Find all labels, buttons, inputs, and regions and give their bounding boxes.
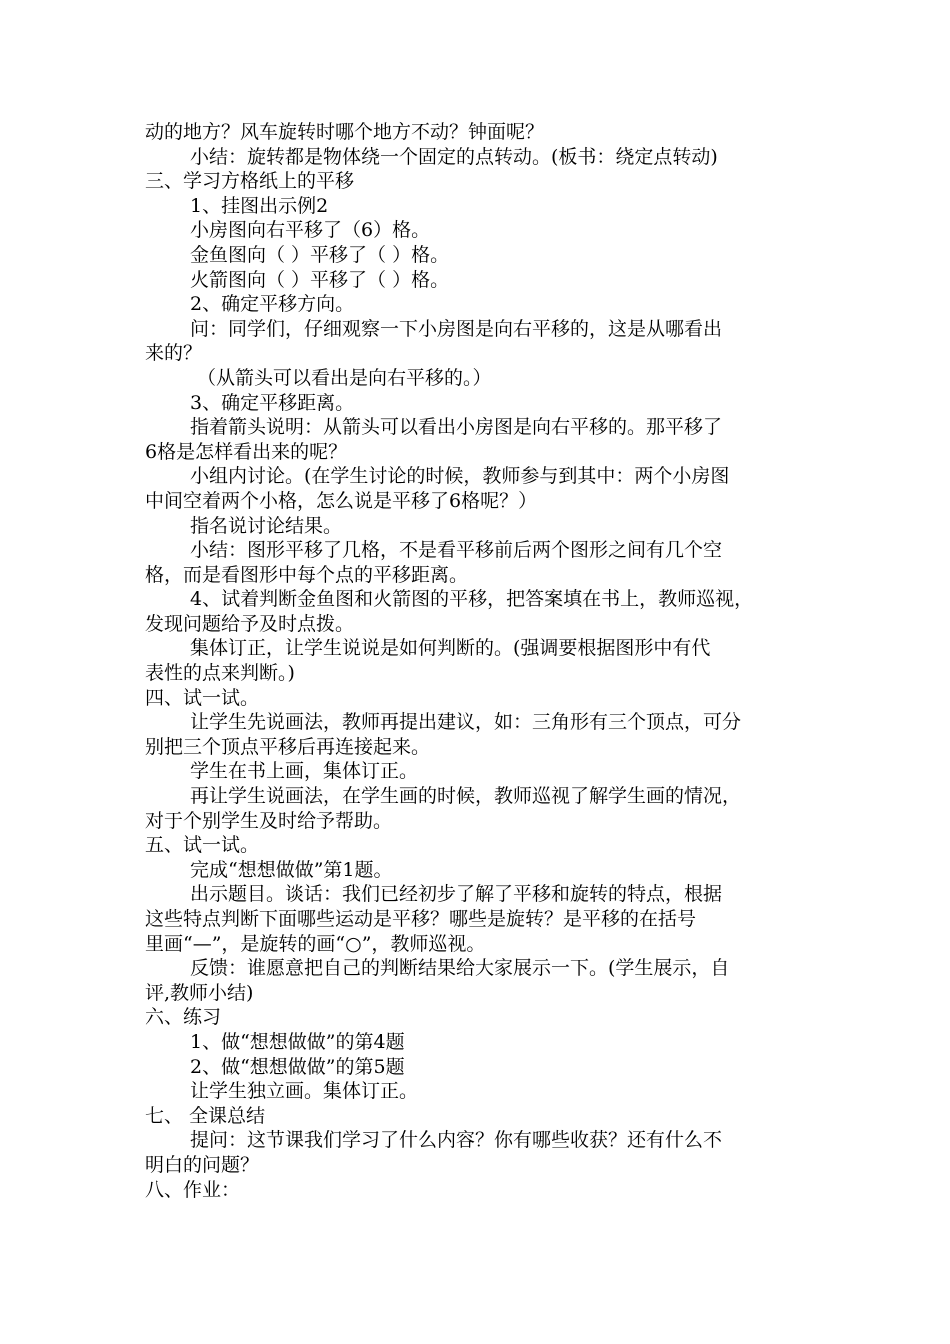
text-line: 格，而是看图形中每个点的平移距离。 — [145, 563, 469, 586]
text-line: 集体订正，让学生说说是如何判断的。(强调要根据图形中有代 — [190, 637, 711, 660]
section-heading: 五、试一试。 — [145, 834, 260, 857]
section-heading: 七、 全课总结 — [145, 1104, 266, 1127]
text-line: 6格是怎样看出来的呢？ — [145, 440, 348, 463]
text-line: 对于个别学生及时给予帮助。 — [145, 809, 393, 832]
section-heading: 六、练习 — [145, 1006, 222, 1029]
text-line: 金鱼图向（ ）平移了（ ）格。 — [190, 243, 450, 266]
text-line: 2、确定平移方向。 — [190, 293, 355, 316]
text-line: 问：同学们，仔细观察一下小房图是向右平移的，这是从哪看出 — [190, 317, 723, 340]
text-line: 反馈：谁愿意把自己的判断结果给大家展示一下。(学生展示，自 — [190, 957, 730, 980]
text-line: 再让学生说画法，在学生画的时候，教师巡视了解学生画的情况， — [190, 785, 742, 808]
text-line: 火箭图向（ ）平移了（ ）格。 — [190, 268, 450, 291]
text-line: 明白的问题？ — [145, 1153, 260, 1176]
text-line: 3、确定平移距离。 — [190, 391, 355, 414]
section-heading: 四、试一试。 — [145, 686, 260, 709]
text-line: 小结：图形平移了几格，不是看平移前后两个图形之间有几个空 — [190, 539, 723, 562]
lesson-plan-text — [145, 120, 810, 1202]
text-line: 别把三个顶点平移后再连接起来。 — [145, 735, 431, 758]
text-line: 提问：这节课我们学习了什么内容？你有哪些收获？还有什么不 — [190, 1129, 723, 1152]
section-heading: 八、作业： — [145, 1178, 241, 1201]
text-line: 出示题目。谈话：我们已经初步了解了平移和旋转的特点，根据 — [190, 883, 723, 906]
text-line: 小结：旋转都是物体绕一个固定的点转动。(板书：绕定点转动) — [190, 145, 718, 168]
text-line: 来的？ — [145, 342, 203, 365]
section-heading: 三、学习方格纸上的平移 — [145, 170, 355, 193]
text-line: 2、做“想想做做”的第5题 — [190, 1055, 405, 1078]
text-line: 表性的点来判断。) — [145, 662, 295, 685]
text-line: 指着箭头说明：从箭头可以看出小房图是向右平移的。那平移了 — [190, 416, 723, 439]
text-line: 发现问题给予及时点拨。 — [145, 612, 355, 635]
text-line: （从箭头可以看出是向右平移的。） — [197, 366, 492, 389]
text-line: 小房图向右平移了（6）格。 — [190, 219, 431, 242]
text-line: 1、挂图出示例2 — [190, 194, 329, 217]
text-line: 完成“想想做做”第1题。 — [190, 858, 393, 881]
text-line: 1、做“想想做做”的第4题 — [190, 1030, 405, 1053]
text-line: 指名说讨论结果。 — [190, 514, 343, 537]
text-line: 4、试着判断金鱼图和火箭图的平移，把答案填在书上，教师巡视， — [190, 588, 754, 611]
text-line: 动的地方？风车旋转时哪个地方不动？钟面呢？ — [145, 121, 545, 143]
text-line: 让学生独立画。集体订正。 — [190, 1080, 419, 1103]
text-line: 学生在书上画，集体订正。 — [190, 760, 419, 783]
text-line: 小组内讨论。(在学生讨论的时候，教师参与到其中：两个小房图 — [190, 465, 730, 488]
text-line: 让学生先说画法，教师再提出建议，如：三角形有三个顶点，可分 — [190, 711, 742, 734]
text-line: 这些特点判断下面哪些运动是平移？哪些是旋转？是平移的在括号 — [145, 908, 697, 930]
text-line: 里画“—”，是旋转的画“○”，教师巡视。 — [145, 932, 486, 955]
text-line: 评,教师小结) — [145, 981, 254, 1004]
text-line: 中间空着两个小格，怎么说是平移了6格呢？） — [145, 489, 538, 512]
